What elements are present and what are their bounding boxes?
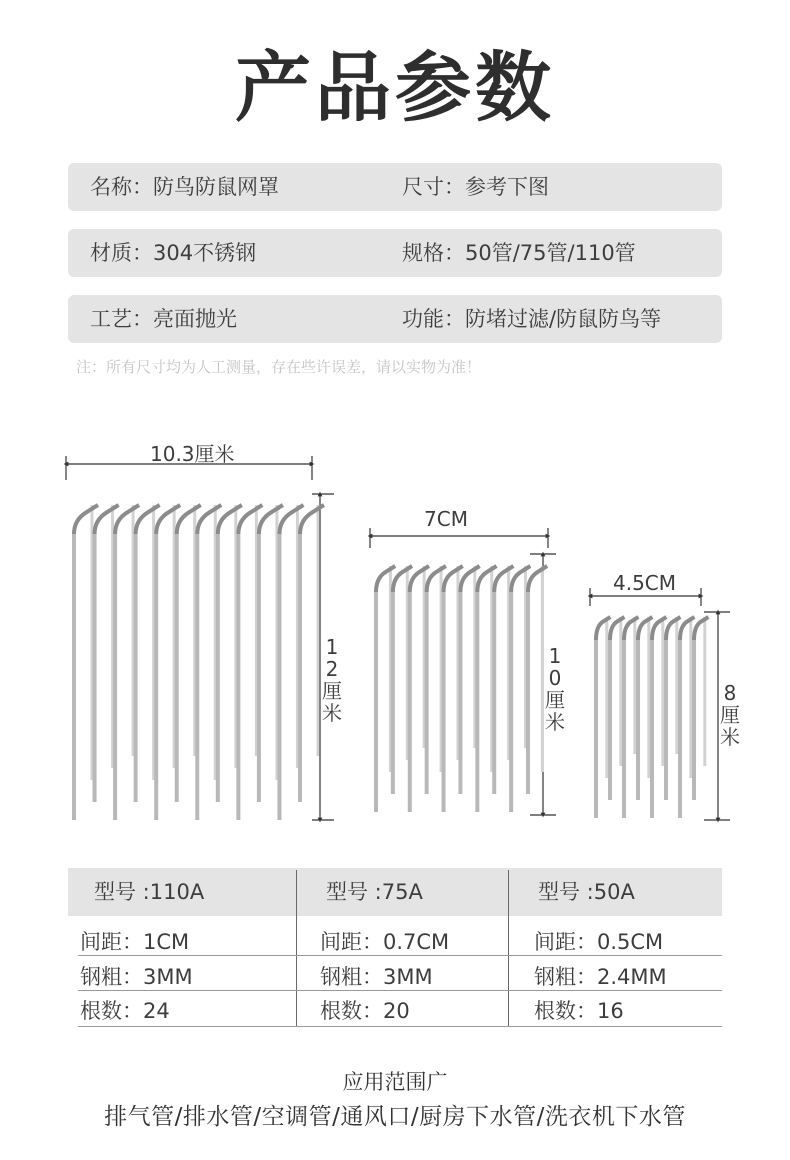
thickness-50a: 钢粗：2.4MM xyxy=(534,965,667,989)
large-width-label: 10.3厘米 xyxy=(150,442,235,466)
wire-guard-large xyxy=(74,505,324,820)
wire-bend xyxy=(528,566,547,592)
medium-width-label: 7CM xyxy=(424,507,468,531)
large-height-label: 12厘米 xyxy=(322,635,342,725)
application-uses: 排气管/排水管/空调管/通风口/厨房下水管/洗衣机下水管 xyxy=(104,1104,686,1130)
param-spec: 规格：50管/75管/110管 xyxy=(402,241,636,265)
row-divider xyxy=(78,990,722,991)
spec-table-header xyxy=(68,868,722,916)
thickness-110a: 钢粗：3MM xyxy=(80,965,193,989)
param-craft: 工艺：亮面抛光 xyxy=(90,307,237,331)
small-width-label: 4.5CM xyxy=(613,571,677,595)
spacing-75a: 间距：0.7CM xyxy=(320,930,450,954)
page-title: 产品参数 xyxy=(235,43,555,132)
param-name: 名称：防鸟防鼠网罩 xyxy=(90,175,279,199)
param-size: 尺寸：参考下图 xyxy=(402,175,549,199)
column-divider xyxy=(508,870,509,1026)
model-110a: 型号 :110A xyxy=(94,880,205,904)
spacing-110a: 间距：1CM xyxy=(80,930,190,954)
count-75a: 根数：20 xyxy=(320,999,410,1023)
param-material: 材质：304不锈钢 xyxy=(90,241,257,265)
count-50a: 根数：16 xyxy=(534,999,624,1023)
row-divider xyxy=(78,955,722,956)
count-110a: 根数：24 xyxy=(80,999,170,1023)
application-subtitle: 应用范围广 xyxy=(342,1070,448,1094)
small-height-label: 8厘米 xyxy=(720,681,740,749)
param-function: 功能：防堵过滤/防鼠防鸟等 xyxy=(402,307,662,331)
measurement-note: 注：所有尺寸均为人工测量，存在些许误差，请以实物为准！ xyxy=(76,358,482,376)
spacing-50a: 间距：0.5CM xyxy=(534,930,664,954)
model-75a: 型号 :75A xyxy=(326,880,423,904)
column-divider xyxy=(296,870,297,1026)
wire-guard-medium xyxy=(376,566,547,812)
dimension-lines xyxy=(66,456,730,820)
medium-height-label: 10厘米 xyxy=(545,644,565,734)
model-50a: 型号 :50A xyxy=(538,880,635,904)
row-divider xyxy=(78,1026,722,1027)
thickness-75a: 钢粗：3MM xyxy=(320,965,433,989)
wire-guard-small xyxy=(596,617,708,818)
